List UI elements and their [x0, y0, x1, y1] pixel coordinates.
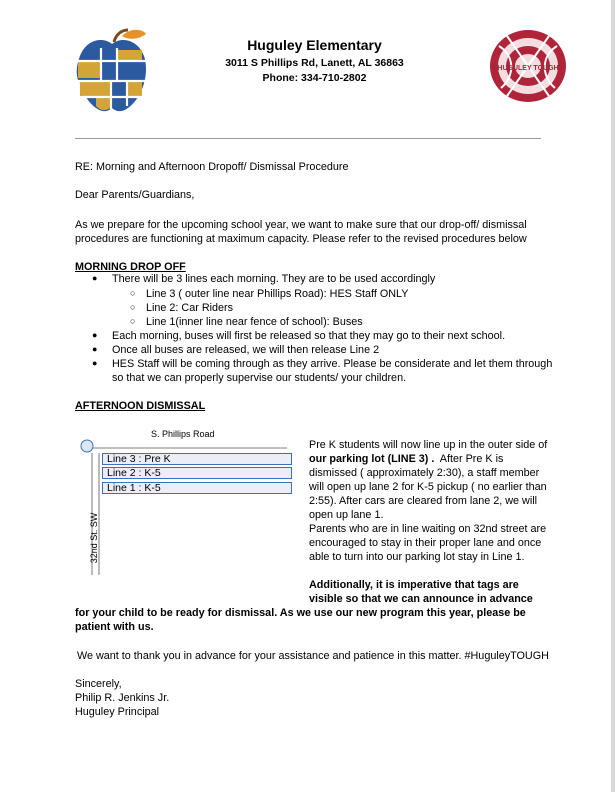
- bold-line-3: for your child to be ready for dismissal. As we use our new program this year, please be: [75, 607, 526, 619]
- header-divider: [75, 138, 541, 139]
- lane-1: Line 1 : K-5: [102, 482, 292, 494]
- road-label: S. Phillips Road: [151, 429, 215, 439]
- bullet-dot: ●: [92, 358, 98, 368]
- morning-bullet-2: Each morning, buses will first be released so that they may go to their next school.: [112, 330, 506, 342]
- thanks-line: We want to thank you in advance for your assistance and patience in this matter. #HuguleyTOUGH: [77, 650, 549, 662]
- sub-bullet-circle: ○: [130, 288, 136, 298]
- school-address: 3011 S Phillips Rd, Lanett, AL 36863: [225, 57, 404, 69]
- morning-sub-3: Line 1(inner line near fence of school): Buses: [146, 316, 363, 328]
- lane-3: Line 3 : Pre K: [102, 453, 292, 465]
- school-name: Huguley Elementary: [247, 37, 382, 53]
- huguley-tough-seal: [485, 26, 571, 106]
- afternoon-p1-line-2: [309, 453, 503, 466]
- afternoon-p1-line-3: dismissed ( approximately 2:30), a staff member: [309, 467, 540, 479]
- bold-line-4: patient with us.: [75, 621, 154, 633]
- bullet-dot: ●: [92, 330, 98, 340]
- signer-name: Philip R. Jenkins Jr.: [75, 692, 170, 704]
- closing: Sincerely,: [75, 678, 122, 690]
- bold-line-1: Additionally, it is imperative that tags are: [309, 579, 519, 591]
- afternoon-p1-line-2b: After Pre K is: [434, 453, 504, 465]
- morning-heading: MORNING DROP OFF: [75, 261, 186, 273]
- parking-lot-line-3: our parking lot (LINE 3) .: [309, 453, 435, 465]
- intro-line-1: As we prepare for the upcoming school year, we want to make sure that our drop-off/ dismissal: [75, 219, 527, 231]
- morning-bullet-3: Once all buses are released, we will then release Line 2: [112, 344, 380, 356]
- dismissal-diagram: [75, 425, 295, 585]
- afternoon-p2-line-1: Parents who are in line waiting on 32nd street are: [309, 523, 547, 535]
- signer-title: Huguley Principal: [75, 706, 160, 718]
- seal-text: HUGULEY TOUGH: [497, 65, 559, 72]
- afternoon-p2-line-2: encouraged to stay in their proper lane and once: [309, 537, 542, 549]
- sub-bullet-circle: ○: [130, 316, 136, 326]
- bullet-dot: ●: [92, 344, 98, 354]
- morning-sub-1: Line 3 ( outer line near Phillips Road): HES Staff ONLY: [146, 288, 409, 300]
- morning-sub-2: Line 2: Car Riders: [146, 302, 234, 314]
- morning-bullet-4-line-1: HES Staff will be coming through as they arrive. Please be considerate and let them through: [112, 358, 553, 370]
- re-line: RE: Morning and Afternoon Dropoff/ Dismissal Procedure: [75, 161, 349, 173]
- afternoon-p1-line-1: Pre K students will now line up in the outer side of: [309, 439, 548, 451]
- afternoon-p1-line-5: 2:55). After cars are cleared from lane 2, we will: [309, 495, 538, 507]
- bullet-dot: ●: [92, 273, 98, 283]
- afternoon-p1-line-4: will open up lane 2 for K-5 pickup ( no earlier than: [309, 481, 547, 493]
- school-phone: Phone: 334-710-2802: [262, 72, 367, 84]
- lane-2: Line 2 : K-5: [102, 467, 292, 479]
- bold-line-2: visible so that we can announce in advance: [309, 593, 533, 605]
- greeting: Dear Parents/Guardians,: [75, 189, 195, 201]
- afternoon-p2-line-3: able to turn into our parking lot stay in Line 1.: [309, 551, 525, 563]
- morning-bullet-4-line-2: so that we can properly supervise our students/ your children.: [112, 372, 407, 384]
- sub-bullet-circle: ○: [130, 302, 136, 312]
- afternoon-p1-line-6: open up lane 1.: [309, 509, 384, 521]
- street-label: 32nd St. SW: [89, 512, 99, 564]
- intro-line-2: procedures are functioning at maximum capacity. Please refer to the revised procedures below: [75, 233, 527, 245]
- afternoon-heading: AFTERNOON DISMISSAL: [75, 400, 206, 412]
- page-edge: [611, 0, 615, 792]
- morning-bullet-1: There will be 3 lines each morning. They are to be used accordingly: [112, 273, 436, 285]
